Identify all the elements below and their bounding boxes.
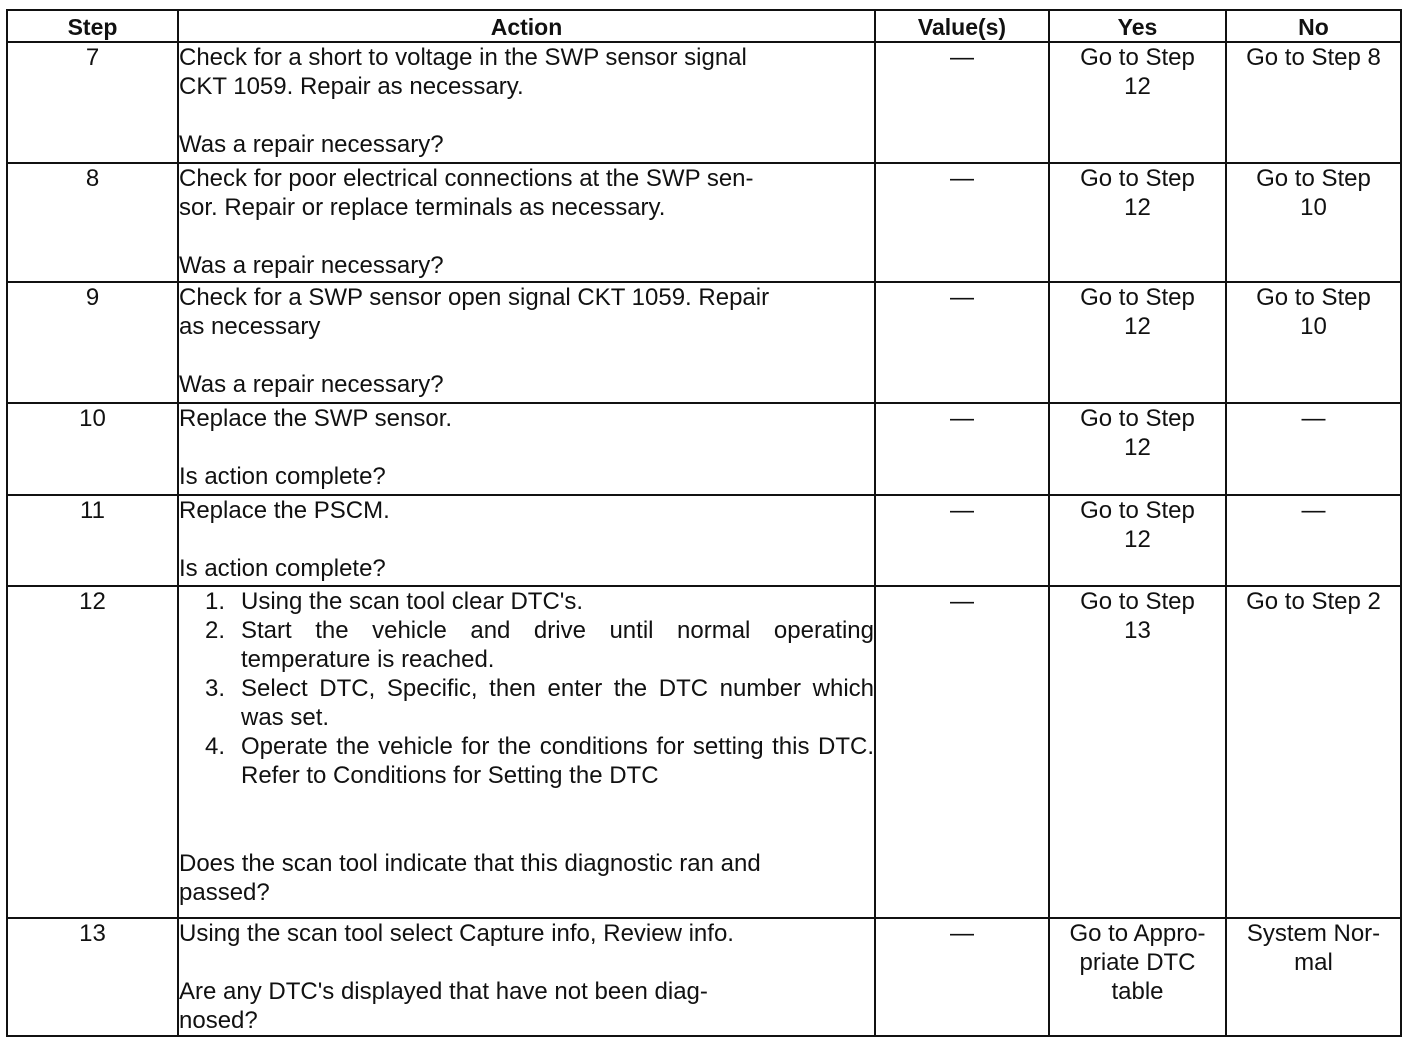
table-row-step-11 <box>7 495 1401 586</box>
yes-text: Go to Step <box>1080 497 1195 524</box>
list-item <box>205 732 874 790</box>
action-text: Replace the SWP sensor. <box>179 405 453 432</box>
value-cell <box>875 282 1049 403</box>
no-text: — <box>1301 405 1326 432</box>
yes-text: Go to Step <box>1080 44 1195 71</box>
value-cell <box>875 163 1049 282</box>
list-item-text: Using the scan tool clear DTC's. <box>241 588 584 615</box>
yes-text: Go to Step <box>1080 405 1195 432</box>
procedure-list <box>179 587 874 790</box>
yes-text: table <box>1111 978 1164 1005</box>
list-item-number: 2. <box>205 617 226 644</box>
value-text: — <box>950 44 974 71</box>
no-cell <box>1226 586 1401 918</box>
yes-text: 12 <box>1124 434 1151 461</box>
header-no: No <box>1226 10 1401 42</box>
list-item-text: Select DTC, Specific, then enter the DTC number which was set. <box>241 675 874 731</box>
action-text: as necessary <box>179 313 321 340</box>
yes-cell <box>1049 282 1226 403</box>
list-item-number: 3. <box>205 675 226 702</box>
action-cell <box>178 282 875 403</box>
action-text: Check for poor electrical connections at the SWP sen- <box>179 165 754 192</box>
step-number: 12 <box>7 586 178 918</box>
value-text: — <box>950 284 974 311</box>
value-text: — <box>950 497 974 524</box>
list-item <box>205 674 874 732</box>
value-cell <box>875 586 1049 918</box>
yes-cell <box>1049 403 1226 495</box>
yes-text: Go to Step <box>1080 284 1195 311</box>
yes-text: Go to Appro- <box>1069 920 1206 947</box>
action-cell <box>178 403 875 495</box>
action-question: Was a repair necessary? <box>179 252 444 279</box>
header-yes: Yes <box>1049 10 1226 42</box>
yes-text: 12 <box>1124 313 1151 340</box>
action-cell <box>178 163 875 282</box>
table-row-step-9 <box>7 282 1401 403</box>
no-text: Go to Step <box>1256 165 1371 192</box>
no-text: Go to Step <box>1256 284 1371 311</box>
no-text: 10 <box>1300 194 1327 221</box>
list-item-text: Operate the vehicle for the conditions for setting this DTC. Refer to Conditions for Setting the DTC <box>241 733 874 789</box>
list-item-number: 1. <box>205 588 226 615</box>
yes-cell <box>1049 163 1226 282</box>
yes-text: 12 <box>1124 526 1151 553</box>
table-row-step-8 <box>7 163 1401 282</box>
action-text: Using the scan tool select Capture info, Review info. <box>179 920 734 947</box>
no-text: mal <box>1294 949 1333 976</box>
yes-text: priate DTC <box>1079 949 1196 976</box>
yes-cell <box>1049 42 1226 163</box>
table-row-step-13 <box>7 918 1401 1036</box>
step-number: 9 <box>7 282 178 403</box>
yes-cell <box>1049 586 1226 918</box>
yes-text: 12 <box>1124 194 1151 221</box>
yes-cell <box>1049 918 1226 1036</box>
no-text: — <box>1301 497 1326 524</box>
value-text: — <box>950 588 974 615</box>
no-cell <box>1226 42 1401 163</box>
action-text: Check for a short to voltage in the SWP sensor signal <box>179 44 747 71</box>
header-row <box>7 10 1401 42</box>
value-cell <box>875 918 1049 1036</box>
step-number: 7 <box>7 42 178 163</box>
no-text: System Nor- <box>1246 920 1381 947</box>
header-step: Step <box>7 10 178 42</box>
list-item-text: Start the vehicle and drive until normal operating temperature is reached. <box>241 617 874 673</box>
value-text: — <box>950 920 974 947</box>
action-text: sor. Repair or replace terminals as necessary. <box>179 194 666 221</box>
action-question: Are any DTC's displayed that have not been diag- <box>179 978 708 1005</box>
value-cell <box>875 403 1049 495</box>
value-text: — <box>950 165 974 192</box>
no-cell <box>1226 163 1401 282</box>
no-cell <box>1226 403 1401 495</box>
no-cell <box>1226 282 1401 403</box>
yes-text: 13 <box>1124 617 1151 644</box>
yes-text: Go to Step <box>1080 165 1195 192</box>
action-cell <box>178 42 875 163</box>
yes-text: 12 <box>1124 73 1151 100</box>
action-question: Was a repair necessary? <box>179 371 444 398</box>
action-text: Check for a SWP sensor open signal CKT 1059. Repair <box>179 284 770 311</box>
header-action: Action <box>178 10 875 42</box>
table-row-step-7 <box>7 42 1401 163</box>
yes-text: Go to Step <box>1080 588 1195 615</box>
no-text: Go to Step 2 <box>1246 588 1381 615</box>
list-item-number: 4. <box>205 733 226 760</box>
no-cell <box>1226 918 1401 1036</box>
diagnostic-table <box>6 9 1402 1037</box>
list-item <box>205 587 874 616</box>
action-question: Is action complete? <box>179 555 386 582</box>
no-text: 10 <box>1300 313 1327 340</box>
step-number: 8 <box>7 163 178 282</box>
no-text: Go to Step 8 <box>1246 44 1381 71</box>
value-cell <box>875 495 1049 586</box>
action-question: Does the scan tool indicate that this diagnostic ran and <box>179 850 761 877</box>
no-cell <box>1226 495 1401 586</box>
action-cell <box>178 586 875 918</box>
step-number: 10 <box>7 403 178 495</box>
list-item <box>205 616 874 674</box>
step-number: 13 <box>7 918 178 1036</box>
table-row-step-10 <box>7 403 1401 495</box>
value-text: — <box>950 405 974 432</box>
action-text: Replace the PSCM. <box>179 497 390 524</box>
action-text: CKT 1059. Repair as necessary. <box>179 73 524 100</box>
action-question: Was a repair necessary? <box>179 131 444 158</box>
header-values: Value(s) <box>875 10 1049 42</box>
table-row-step-12 <box>7 586 1401 918</box>
action-cell <box>178 495 875 586</box>
action-cell <box>178 918 875 1036</box>
action-question: nosed? <box>179 1007 258 1034</box>
step-number: 11 <box>7 495 178 586</box>
action-question: Is action complete? <box>179 463 386 490</box>
action-question: passed? <box>179 879 270 906</box>
value-cell <box>875 42 1049 163</box>
yes-cell <box>1049 495 1226 586</box>
